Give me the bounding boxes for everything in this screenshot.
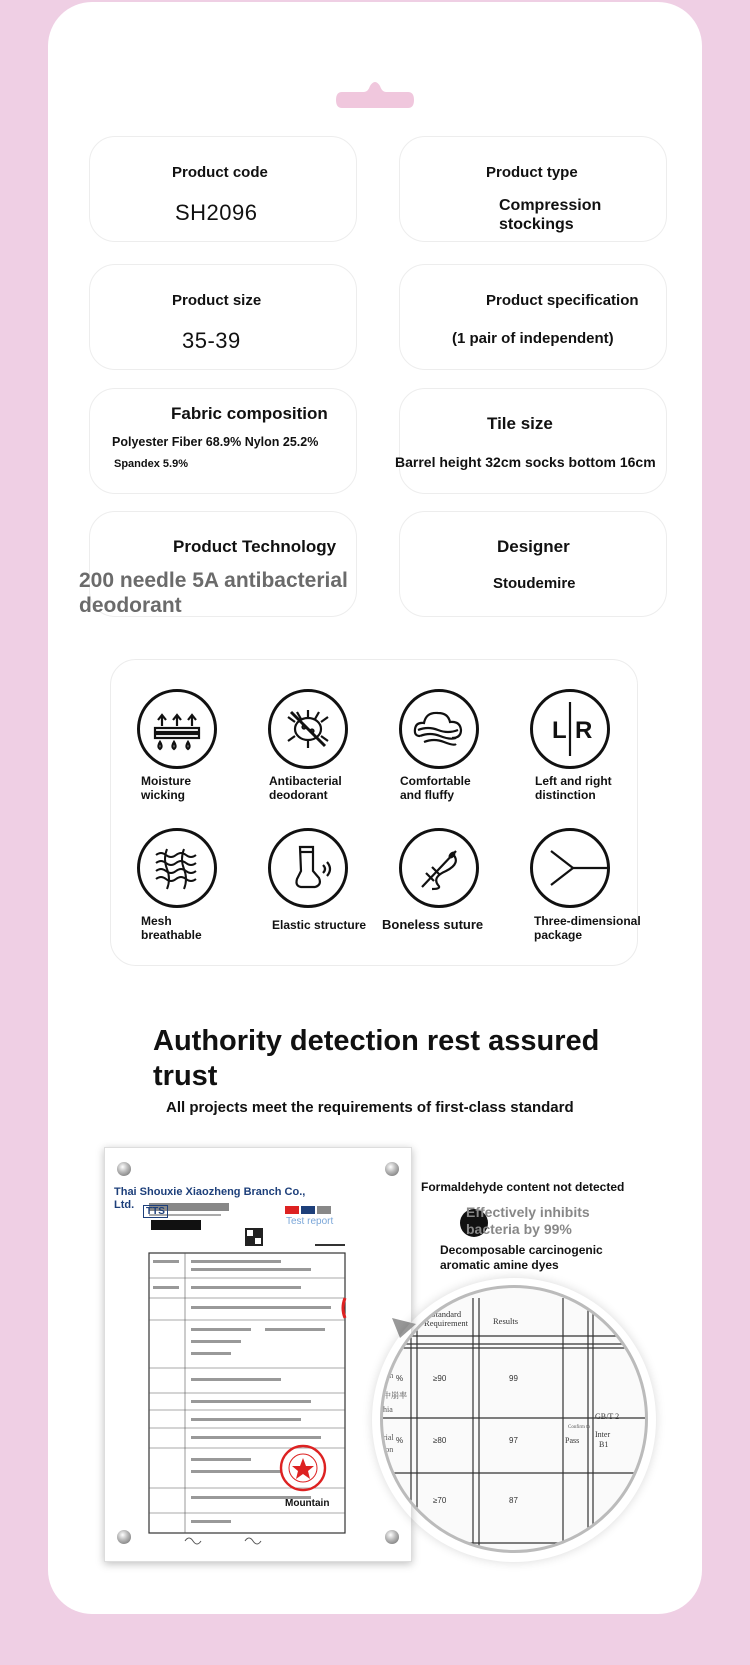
svg-text:rial: rial xyxy=(383,1433,394,1442)
feature-label: Three-dimensional package xyxy=(534,914,641,942)
sock-icon xyxy=(268,828,348,908)
right-letter: R xyxy=(575,717,593,744)
report-company: Thai Shouxie Xiaozheng Branch Co., Ltd. xyxy=(114,1186,306,1211)
svg-text:ion: ion xyxy=(383,1371,394,1380)
req-3: ≥70 xyxy=(433,1496,447,1505)
designer-value: Stoudemire xyxy=(493,575,576,592)
unit-1: % xyxy=(396,1374,404,1383)
tile-size-value: Barrel height 32cm socks bottom 16cm xyxy=(395,454,656,470)
feature-label: Boneless suture xyxy=(382,917,484,932)
col-results: Results xyxy=(493,1316,519,1326)
claim-inhibits: Effectively inhibits bacteria by 99% xyxy=(466,1204,590,1237)
report-logo: TTS xyxy=(143,1205,168,1218)
report-test-label: Test report xyxy=(286,1216,334,1227)
hanger-tab-icon xyxy=(336,80,414,112)
mesh-icon xyxy=(137,828,217,908)
authority-title: Authority detection rest assured trust xyxy=(153,1025,600,1092)
product-type-label: Product type xyxy=(486,164,578,181)
feature-label: Comfortable and fluffy xyxy=(400,774,471,802)
product-code-card xyxy=(89,136,357,242)
cloud-icon xyxy=(399,689,479,769)
std-code: GB/T 2 xyxy=(595,1412,620,1421)
magnified-results xyxy=(380,1285,648,1553)
left-right-icon xyxy=(530,689,610,769)
tile-size-label: Tile size xyxy=(487,414,553,433)
feature-label: Moisture wicking xyxy=(141,774,192,802)
technology-label: Product Technology xyxy=(173,537,337,556)
svg-text:cus: cus xyxy=(383,1361,394,1370)
moisture-wicking-icon xyxy=(137,689,217,769)
product-size-card xyxy=(89,264,357,370)
product-size-value: 35-39 xyxy=(182,328,241,353)
res-2: 97 xyxy=(509,1436,518,1445)
branch-icon xyxy=(530,828,610,908)
screw-icon xyxy=(117,1530,131,1544)
unit-2: % xyxy=(396,1436,404,1445)
fabric-card xyxy=(89,388,357,494)
res-1: 99 xyxy=(509,1374,518,1383)
res-3: 87 xyxy=(509,1496,518,1505)
product-code-label: Product code xyxy=(172,164,268,181)
product-size-label: Product size xyxy=(172,292,262,309)
claim-formaldehyde: Formaldehyde content not detected xyxy=(421,1180,625,1194)
product-spec-value: (1 pair of independent) xyxy=(452,330,614,347)
designer-card xyxy=(399,511,667,617)
feature-label: Left and right distinction xyxy=(535,774,612,802)
svg-text:中崩率: 中崩率 xyxy=(383,1391,407,1400)
product-type-card xyxy=(399,136,667,242)
fabric-value-line1: Polyester Fiber 68.9% Nylon 25.2% xyxy=(112,435,319,449)
feature-label: Mesh breathable xyxy=(141,914,202,942)
svg-text:Confirm to: Confirm to xyxy=(568,1425,591,1430)
svg-text:rial: rial xyxy=(383,1491,394,1500)
std-code-3: B1 xyxy=(599,1440,609,1449)
needle-icon xyxy=(399,828,479,908)
svg-text:hia: hia xyxy=(383,1405,393,1414)
screw-icon xyxy=(385,1162,399,1176)
product-code-value: SH2096 xyxy=(175,200,258,225)
product-spec-card xyxy=(399,264,667,370)
feature-label: Elastic structure xyxy=(272,918,367,932)
svg-text:on: on xyxy=(383,1505,391,1514)
unit-3: % xyxy=(396,1496,404,1505)
svg-text:ion: ion xyxy=(383,1445,394,1454)
designer-label: Designer xyxy=(497,537,570,556)
fabric-value-line2: Spandex 5.9% xyxy=(114,458,188,470)
feature-label: Antibacterial deodorant xyxy=(269,774,342,802)
claim-amine: Decomposable carcinogenic aromatic amine dyes xyxy=(440,1243,603,1272)
verdict: Pass xyxy=(565,1436,580,1445)
authority-subtitle: All projects meet the requirements of first-class standard xyxy=(166,1099,574,1116)
left-letter: L xyxy=(552,717,567,744)
std-code-2: Inter xyxy=(595,1430,611,1439)
product-spec-label: Product specification xyxy=(486,292,639,309)
req-1: ≥90 xyxy=(433,1374,447,1383)
product-type-value: Compression stockings xyxy=(499,197,602,233)
antibacterial-icon xyxy=(268,689,348,769)
screw-icon xyxy=(117,1162,131,1176)
req-2: ≥80 xyxy=(433,1436,447,1445)
fabric-label: Fabric composition xyxy=(171,404,328,423)
report-footer: Mountain xyxy=(285,1498,330,1509)
tile-size-card xyxy=(395,388,667,494)
col-standard: Standard Requirement xyxy=(424,1309,468,1328)
technology-value: 200 needle 5A antibacterial deodorant xyxy=(79,569,348,617)
